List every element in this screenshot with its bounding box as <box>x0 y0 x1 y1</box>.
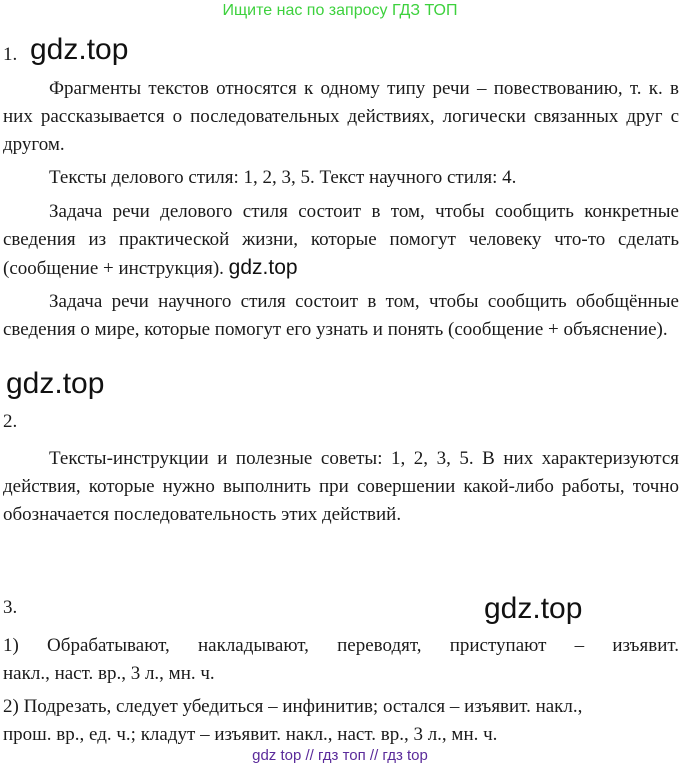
section-1-paragraph-3 <box>3 198 679 283</box>
section-1-paragraph-1: Фрагменты текстов относятся к одному типу речи – повествованию, т. к. в них рассказывается о последовательных действиях, логически связанных друг с другом. <box>3 78 679 155</box>
watermark-logo: gdz.top <box>6 367 105 400</box>
watermark-logo: gdz.top <box>30 33 129 66</box>
section-1-paragraph-4: Задача речи научного стиля состоит в том, чтобы сообщить обобщённые сведения о мире, которые помогут его узнать и понять (сообщение + объяснение). <box>3 291 679 340</box>
section-2-number: 2. <box>3 411 18 432</box>
section-3-line-4: прош. вр., ед. ч.; кладут – изъявит. накл., наст. вр., 3 л., мн. ч. <box>3 724 498 745</box>
watermark-logo: gdz.top <box>484 592 583 625</box>
watermark-inline: gdz.top <box>228 256 298 279</box>
section-3-line-1: 1) Обрабатывают, накладывают, переводят, приступают – изъявит. <box>3 635 679 656</box>
section-1-paragraph-2: Тексты делового стиля: 1, 2, 3, 5. Текст научного стиля: 4. <box>49 167 517 188</box>
section-1-paragraph-3-text: Задача речи делового стиля состоит в том, чтобы сообщить конкретные сведения из практической жизни, которые помогут человеку что-то сделать (сообщение + инструкция). <box>3 201 679 279</box>
section-3-line-3: 2) Подрезать, следует убедиться – инфинитив; остался – изъявит. накл., <box>3 696 583 717</box>
section-3-line-2: накл., наст. вр., 3 л., мн. ч. <box>3 663 215 684</box>
section-1-number: 1. <box>3 44 18 65</box>
footer-watermark: gdz top // гдз топ // гдз top <box>252 747 428 764</box>
search-banner: Ищите нас по запросу ГДЗ ТОП <box>222 2 458 19</box>
section-2-paragraph-1: Тексты-инструкции и полезные советы: 1, 2, 3, 5. В них характеризуются действия, которые нужно выполнить при совершении какой-либо работы, точно обозначается последовательность этих действий. <box>3 448 679 525</box>
section-3-number: 3. <box>3 597 18 618</box>
